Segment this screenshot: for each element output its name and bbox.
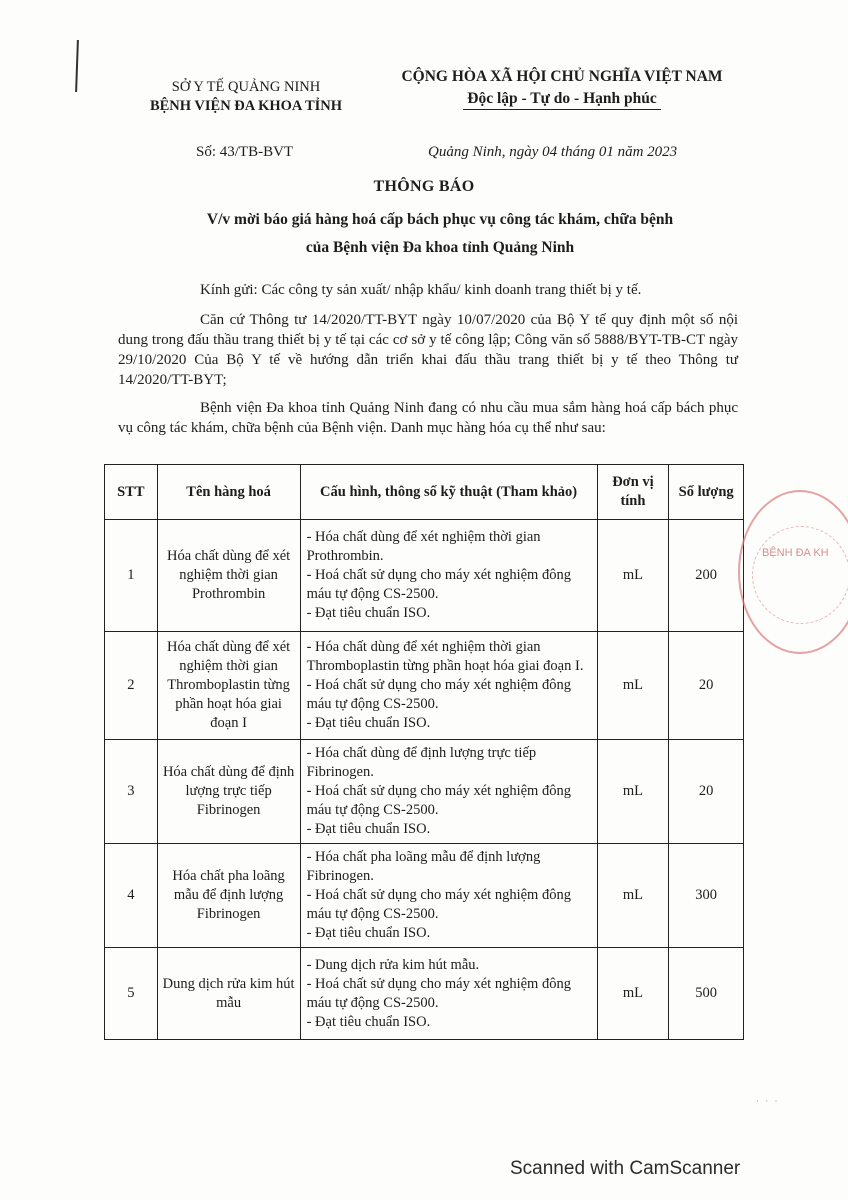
spec-line: - Hoá chất sử dụng cho máy xét nghiệm đông máu tự động CS-2500. bbox=[306, 975, 571, 1011]
legal-basis-paragraph: Căn cứ Thông tư 14/2020/TT-BYT ngày 10/07/2020 của Bộ Y tế quy định một số nội dung trong đấu thầu trang thiết bị y tế tại các cơ sở y tế công lập; Công văn số 5888/BYT-TB-CT ngày 29/10/2020 Của Bộ Y tế về hướng dẫn triển khai đấu thầu trang thiết bị y tế theo Thông tư 14/2020/TT-BYT; bbox=[118, 312, 738, 388]
goods-table bbox=[104, 464, 744, 1040]
cell-unit: mL bbox=[597, 520, 669, 632]
spec-line: - Đạt tiêu chuẩn ISO. bbox=[306, 1013, 431, 1030]
header-stt: STT bbox=[105, 465, 158, 520]
table-row bbox=[105, 948, 744, 1040]
header-spec: Cấu hình, thông số kỹ thuật (Tham khảo) bbox=[300, 465, 597, 520]
header-qty: Số lượng bbox=[669, 465, 744, 520]
cell-unit: mL bbox=[597, 740, 669, 844]
cell-spec bbox=[300, 948, 597, 1040]
cell-unit: mL bbox=[597, 948, 669, 1040]
cell-qty: 300 bbox=[669, 844, 744, 948]
subtitle-line-2: của Bệnh viện Đa khoa tỉnh Quảng Ninh bbox=[305, 239, 575, 256]
cell-qty: 20 bbox=[669, 632, 744, 740]
spec-line: - Hoá chất sử dụng cho máy xét nghiệm đông máu tự động CS-2500. bbox=[306, 677, 571, 712]
cell-qty: 20 bbox=[669, 740, 744, 844]
subtitle-line-1: V/v mời báo giá hàng hoá cấp bách phục vụ công tác khám, chữa bệnh bbox=[206, 211, 674, 228]
cell-unit: mL bbox=[597, 632, 669, 740]
cell-stt: 3 bbox=[105, 740, 158, 844]
header-name: Tên hàng hoá bbox=[157, 465, 300, 520]
spec-line: - Đạt tiêu chuẩn ISO. bbox=[306, 925, 431, 941]
table-row bbox=[105, 632, 744, 740]
cell-unit: mL bbox=[597, 844, 669, 948]
cell-name: Hóa chất dùng để xét nghiệm thời gian Thromboplastin từng phần hoạt hóa giai đoạn I bbox=[157, 632, 300, 740]
spec-line: - Dung dịch rửa kim hút mẫu. bbox=[306, 956, 480, 973]
document-number: Số: 43/TB-BVT bbox=[196, 144, 294, 160]
cell-name: Hóa chất dùng để định lượng trực tiếp Fibrinogen bbox=[157, 740, 300, 844]
spec-line: - Hoá chất sử dụng cho máy xét nghiệm đông máu tự động CS-2500. bbox=[306, 783, 571, 818]
national-motto: Độc lập - Tự do - Hạnh phúc bbox=[463, 89, 660, 110]
spec-line: - Hoá chất sử dụng cho máy xét nghiệm đông máu tự động CS-2500. bbox=[306, 567, 571, 602]
purchase-need-paragraph: Bệnh viện Đa khoa tỉnh Quảng Ninh đang có nhu cầu mua sắm hàng hoá cấp bách phục vụ công tác khám, chữa bệnh của Bệnh viện. Danh mục hàng hóa cụ thể như sau: bbox=[118, 400, 738, 436]
official-seal-text: BỆNH ĐA KH bbox=[762, 547, 829, 559]
cell-name: Dung dịch rửa kim hút mẫu bbox=[157, 948, 300, 1040]
table-row bbox=[105, 844, 744, 948]
cell-spec bbox=[300, 740, 597, 844]
spec-line: - Đạt tiêu chuẩn ISO. bbox=[306, 715, 431, 731]
document-subtitle bbox=[120, 206, 760, 262]
official-seal-ring bbox=[752, 526, 848, 624]
national-title: CỘNG HÒA XÃ HỘI CHỦ NGHĨA VIỆT NAM bbox=[401, 68, 723, 85]
cell-name: Hóa chất dùng để xét nghiệm thời gian Prothrombin bbox=[157, 520, 300, 632]
spec-line: - Hóa chất dùng để định lượng trực tiếp Fibrinogen. bbox=[306, 745, 537, 780]
issuer-department: SỞ Y TẾ QUẢNG NINH bbox=[171, 79, 321, 95]
header-unit: Đơn vị tính bbox=[597, 465, 669, 520]
cell-spec bbox=[300, 844, 597, 948]
cell-stt: 1 bbox=[105, 520, 158, 632]
cell-spec bbox=[300, 520, 597, 632]
cell-stt: 2 bbox=[105, 632, 158, 740]
document-date: Quảng Ninh, ngày 04 tháng 01 năm 2023 bbox=[428, 144, 678, 160]
issuer-hospital: BỆNH VIỆN ĐA KHOA TỈNH bbox=[149, 98, 343, 114]
national-header bbox=[376, 66, 748, 110]
spec-line: - Hóa chất dùng để xét nghiệm thời gian Prothrombin. bbox=[306, 529, 541, 564]
cell-name: Hóa chất pha loãng mẫu để định lượng Fibrinogen bbox=[157, 844, 300, 948]
table-row bbox=[105, 520, 744, 632]
camscanner-watermark: Scanned with CamScanner bbox=[510, 1158, 741, 1179]
scan-specks: · · · bbox=[756, 1096, 780, 1106]
issuer-block bbox=[132, 78, 360, 116]
spec-line: - Hoá chất sử dụng cho máy xét nghiệm đông máu tự động CS-2500. bbox=[306, 887, 571, 922]
pen-mark bbox=[75, 40, 79, 92]
table-header-row bbox=[105, 465, 744, 520]
cell-stt: 5 bbox=[105, 948, 158, 1040]
table-row bbox=[105, 740, 744, 844]
document-title: THÔNG BÁO bbox=[373, 178, 475, 195]
spec-line: - Hóa chất dùng để xét nghiệm thời gian Thromboplastin từng phần hoạt hóa giai đoạn I. bbox=[306, 639, 584, 674]
cell-qty: 200 bbox=[669, 520, 744, 632]
greeting-paragraph: Kính gửi: Các công ty sản xuất/ nhập khẩu/ kinh doanh trang thiết bị y tế. bbox=[200, 282, 642, 298]
cell-stt: 4 bbox=[105, 844, 158, 948]
cell-qty: 500 bbox=[669, 948, 744, 1040]
spec-line: - Đạt tiêu chuẩn ISO. bbox=[306, 821, 431, 837]
spec-line: - Hóa chất pha loãng mẫu để định lượng Fibrinogen. bbox=[306, 849, 541, 884]
cell-spec bbox=[300, 632, 597, 740]
spec-line: - Đạt tiêu chuẩn ISO. bbox=[306, 605, 431, 621]
